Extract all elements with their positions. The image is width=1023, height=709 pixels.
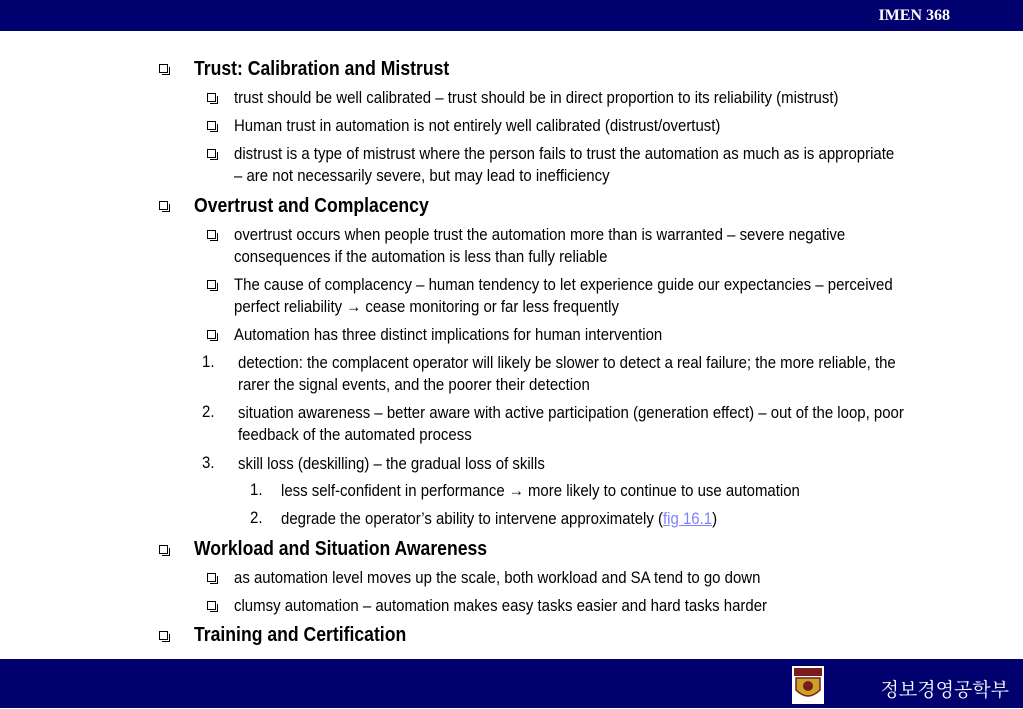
numbered-item: situation awareness – better aware with active participation (generation effect) – out of the loop, poor feedback of the automated process: [238, 403, 904, 444]
section-title: Trust: Calibration and Mistrust: [194, 58, 450, 80]
bullet-text: clumsy automation – automation makes easy tasks easier and hard tasks harder: [234, 596, 768, 615]
sub-item-text: degrade the operator’s ability to intervene approximately (: [281, 509, 663, 528]
checkbox-bullet-icon: [207, 93, 216, 102]
list-number: 1.: [202, 352, 215, 371]
bullet-text: Automation has three distinct implications for human intervention: [234, 325, 663, 344]
checkbox-bullet-icon: [207, 149, 216, 158]
list-number: 2.: [202, 402, 215, 421]
footer-bar: [0, 659, 1023, 708]
section-title: Overtrust and Complacency: [194, 195, 429, 217]
checkbox-bullet-icon: [207, 601, 216, 610]
section-title: Workload and Situation Awareness: [194, 538, 488, 560]
checkbox-bullet-icon: [207, 330, 216, 339]
checkbox-bullet-icon: [207, 573, 216, 582]
bullet-text: trust should be well calibrated – trust should be in direct proportion to its reliability (mistrust): [234, 88, 839, 107]
sub-item-text-end: ): [712, 509, 718, 528]
section-title: Training and Certification: [194, 624, 407, 646]
bullet-text: The cause of complacency – human tendency to let experience guide our expectancies – perceived perfect reliability → cease monitoring or far less frequently: [234, 275, 893, 316]
numbered-item: detection: the complacent operator will likely be slower to detect a real failure; the more reliable, the rarer the signal events, and the poorer their detection: [238, 353, 896, 394]
numbered-item: skill loss (deskilling) – the gradual loss of skills: [238, 454, 545, 473]
list-number: 2.: [250, 508, 263, 527]
sub-numbered-item: [281, 508, 915, 530]
checkbox-bullet-icon: [159, 64, 168, 73]
checkbox-bullet-icon: [207, 280, 216, 289]
header-bar: [0, 0, 1023, 31]
course-code: IMEN 368: [878, 7, 950, 24]
university-crest-icon: [792, 666, 824, 704]
list-number: 1.: [250, 480, 263, 499]
checkbox-bullet-icon: [159, 545, 168, 554]
list-number: 3.: [202, 453, 215, 472]
bullet-text: overtrust occurs when people trust the automation more than is warranted – severe negative consequences if the automation is less than fully reliable: [234, 225, 846, 266]
sub-numbered-item: less self-confident in performance → more likely to continue to use automation: [281, 481, 800, 500]
department-name: 정보경영공학부: [880, 679, 1009, 701]
checkbox-bullet-icon: [159, 631, 168, 640]
bullet-text: as automation level moves up the scale, both workload and SA tend to go down: [234, 568, 761, 587]
checkbox-bullet-icon: [207, 230, 216, 239]
figure-link[interactable]: fig 16.1: [662, 509, 713, 528]
bullet-text: Human trust in automation is not entirely well calibrated (distrust/overtust): [234, 116, 721, 135]
checkbox-bullet-icon: [207, 121, 216, 130]
bullet-text: distrust is a type of mistrust where the person fails to trust the automation as much as is appropriate – are not necessarily severe, but may lead to inefficiency: [234, 144, 895, 185]
checkbox-bullet-icon: [159, 201, 168, 210]
